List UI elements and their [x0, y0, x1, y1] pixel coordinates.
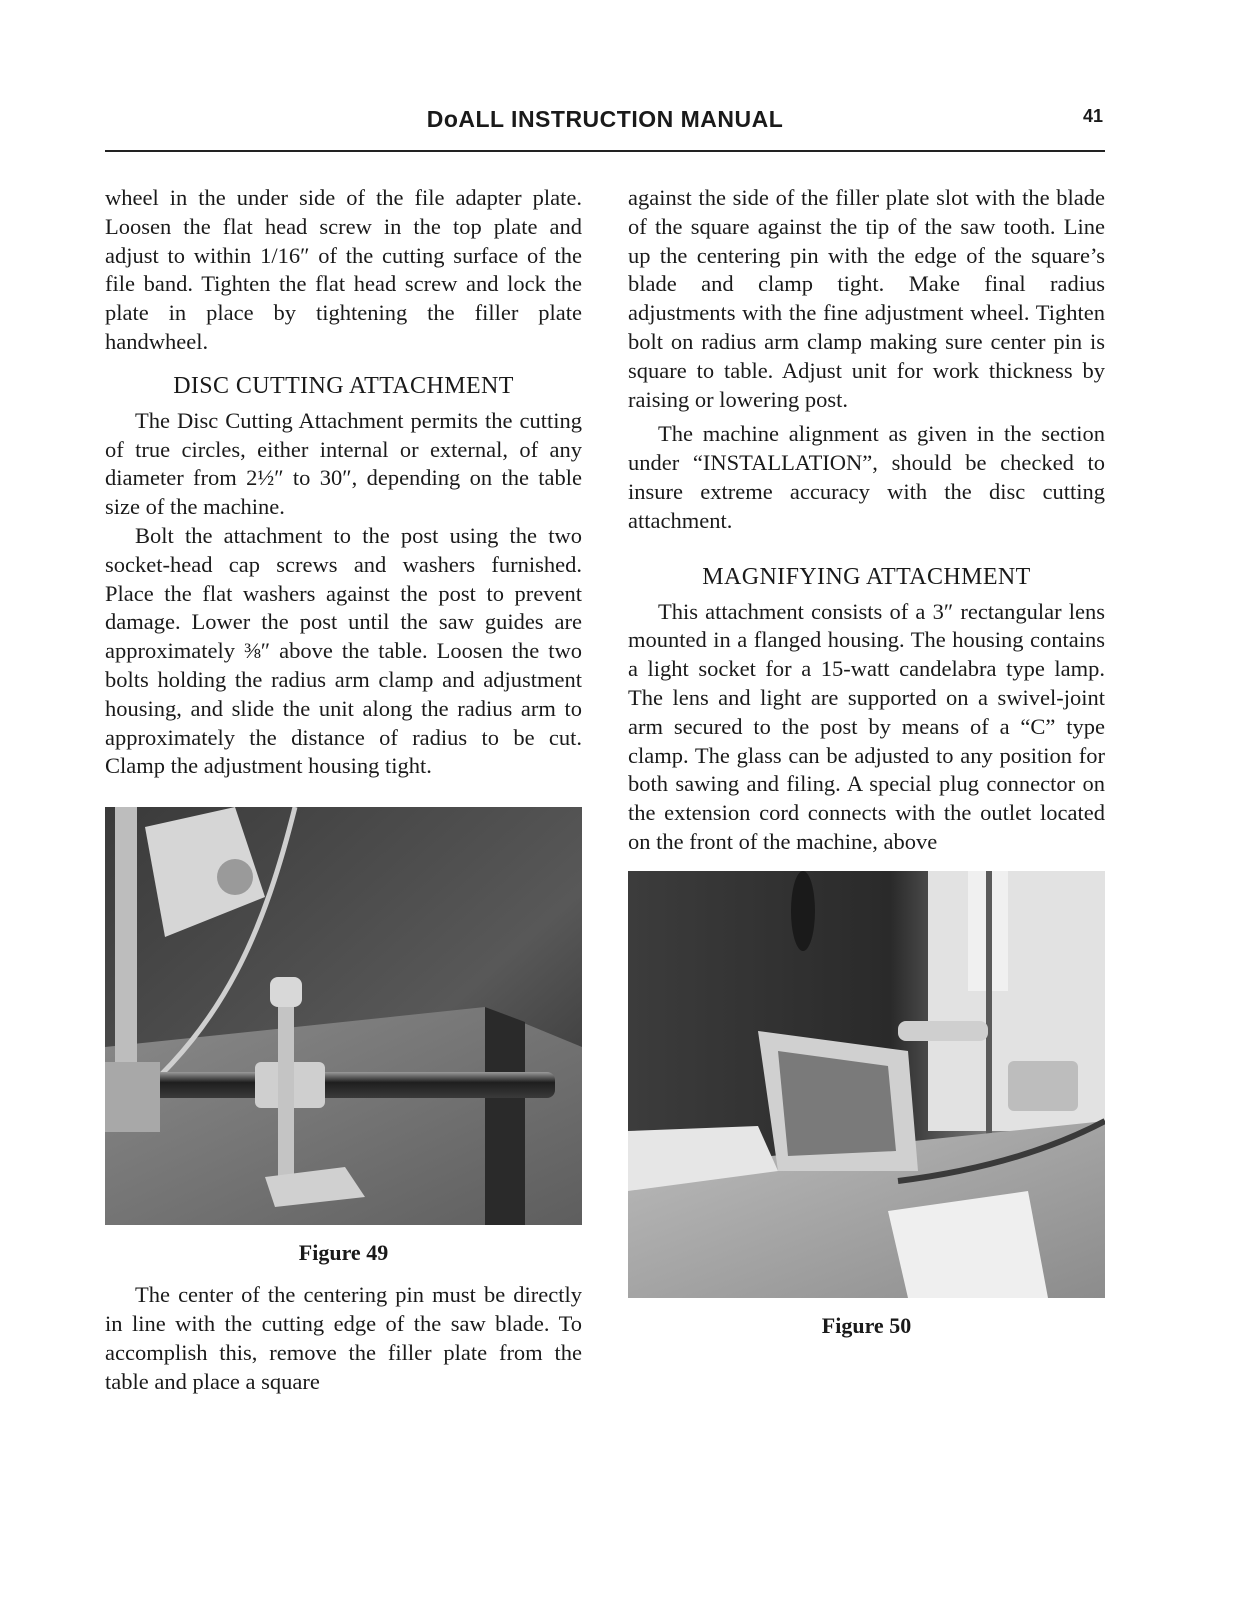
disc-cutting-attachment-photo: [105, 807, 582, 1225]
right-paragraph-2: The machine alignment as given in the section under “INSTALLATION”, should be checked to insure extreme accuracy with the disc cutting attachment.: [628, 421, 1105, 533]
right-paragraph-1: against the side of the filler plate slot with the blade of the square against the tip of the saw tooth. Line up the centering pin with the edge of the square’s blade and clamp tight. Make final radius adjustments with the fine adjustment wheel. Tighten bolt on radius arm clamp making sure center pin is square to table. Adjust unit for work thickness by raising or lowering post.: [628, 185, 1105, 412]
header-rule: [105, 150, 1105, 152]
left-paragraph-2: The Disc Cutting Attachment permits the cutting of true circles, either internal or external, of any diameter from 2½″ to 30″, depending on the table size of the machine.: [105, 407, 582, 520]
heading-disc-cutting: DISC CUTTING ATTACHMENT: [173, 372, 514, 399]
page-number: 41: [1082, 106, 1103, 126]
header-title: DoALL INSTRUCTION MANUAL: [426, 106, 784, 132]
right-column: [628, 184, 1105, 1340]
left-column: [105, 184, 582, 1396]
page-header: [105, 106, 1105, 146]
left-paragraph-4: The center of the centering pin must be directly in line with the cutting edge of the saw blade. To accomplish this, remove the filler plate from the table and place a square: [105, 1282, 582, 1394]
figure-49-photo: [105, 807, 582, 1225]
magnifying-attachment-photo: [628, 871, 1105, 1298]
figure-50-caption: Figure 50: [821, 1312, 912, 1338]
left-paragraph-1: wheel in the under side of the file adapter plate. Loosen the flat head screw in the top plate and adjust to within 1/16″ of the cutting surface of the file band. Tighten the flat head screw and lock the plate in place by tightening the filler plate handwheel.: [105, 185, 582, 354]
heading-magnifying: MAGNIFYING ATTACHMENT: [702, 563, 1031, 590]
right-paragraph-3: This attachment consists of a 3″ rectangular lens mounted in a flanged housing. The housing contains a light socket for a 15-watt candelabra type lamp. The lens and light are supported on a swivel-joint arm secured to the post by means of a “C” type clamp. The glass can be adjusted to any position for both sawing and filing. A special plug connector on the extension cord connects with the outlet located on the front of the machine, above: [628, 598, 1105, 854]
figure-49-caption: Figure 49: [298, 1240, 389, 1266]
left-paragraph-3: Bolt the attachment to the post using the two socket-head cap screws and washers furnished. Place the flat washers against the post to prevent damage. Lower the post until the saw guides are approximately ⅜″ above the table. Loosen the two bolts holding the radius arm clamp and adjustment housing, and slide the unit along the radius arm to approximately the distance of radius to be cut. Clamp the adjustment housing tight.: [105, 522, 582, 779]
figure-50-photo: [628, 871, 1105, 1298]
